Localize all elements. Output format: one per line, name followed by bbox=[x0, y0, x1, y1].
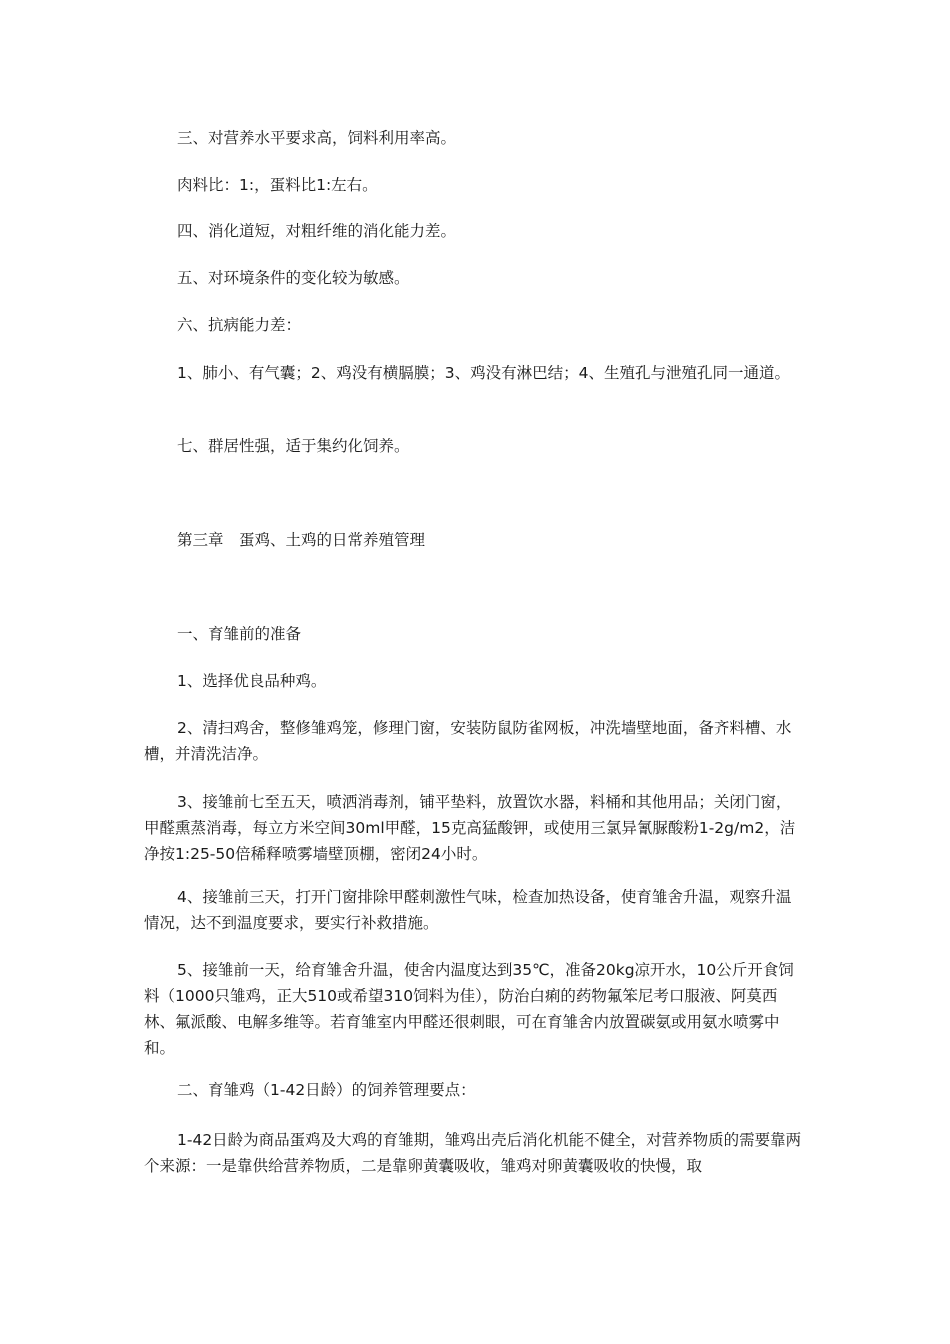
paragraph-environment-sensitivity: 五、对环境条件的变化较为敏感。 bbox=[177, 269, 410, 287]
paragraph-disease-resistance: 六、抗病能力差： bbox=[177, 316, 302, 334]
paragraph-step-5: 5、接雏前一天，给育雏舍升温，使舍内温度达到35℃，准备20kg凉开水，10公斤开食饲料（1000只雏鸡，正大510或希望310饲料为佳），防治白痢的药物氟笨尼考口服液、阿莫西林、氟派酸、电解多维等。若育雏室内甲醛还很刺眼，可在育雏舍内放置碳氨或用氨水喷雾中和。 bbox=[144, 961, 794, 1057]
paragraph-step-2: 2、清扫鸡舍，整修雏鸡笼，修理门窗，安装防鼠防雀网板，冲洗墙壁地面，备齐料槽、水槽，并清洗洁净。 bbox=[144, 719, 792, 763]
paragraph-step-4: 4、接雏前三天，打开门窗排除甲醛刺激性气味，检查加热设备，使育雏舍升温，观察升温情况，达不到温度要求，要实行补救措施。 bbox=[144, 888, 792, 932]
paragraph-feed-ratio: 肉料比：1:，蛋料比1:左右。 bbox=[177, 176, 378, 194]
section-heading-brooding-prep: 一、育雏前的准备 bbox=[177, 625, 302, 643]
paragraph-digestive-tract: 四、消化道短，对粗纤维的消化能力差。 bbox=[177, 222, 457, 240]
paragraph-brooding-period: 1-42日龄为商品蛋鸡及大鸡的育雏期，雏鸡出壳后消化机能不健全，对营养物质的需要靠两个来源：一是靠供给营养物质，二是靠卵黄囊吸收，雏鸡对卵黄囊吸收的快慢，取 bbox=[144, 1131, 802, 1175]
paragraph-step-1: 1、选择优良品种鸡。 bbox=[177, 672, 327, 690]
chapter-heading: 第三章 蛋鸡、土鸡的日常养殖管理 bbox=[177, 531, 426, 549]
paragraph-gregarious: 七、群居性强，适于集约化饲养。 bbox=[177, 437, 410, 455]
section-heading-brooding-management: 二、育雏鸡（1-42日龄）的饲养管理要点： bbox=[177, 1081, 476, 1099]
paragraph-step-3: 3、接雏前七至五天，喷洒消毒剂，铺平垫料，放置饮水器，料桶和其他用品；关闭门窗，甲醛熏蒸消毒，每立方米空间30ml甲醛，15克高猛酸钾，或使用三氯异氰脲酸粉1-2g/m2，洁净按1:25-50倍稀释喷雾墙壁顶棚，密闭24小时。 bbox=[144, 793, 796, 863]
paragraph-anatomy-list: 1、肺小、有气囊；2、鸡没有横膈膜；3、鸡没有淋巴结；4、生殖孔与泄殖孔同一通道。 bbox=[177, 364, 790, 382]
paragraph-feed-efficiency: 三、对营养水平要求高，饲料利用率高。 bbox=[177, 129, 457, 147]
